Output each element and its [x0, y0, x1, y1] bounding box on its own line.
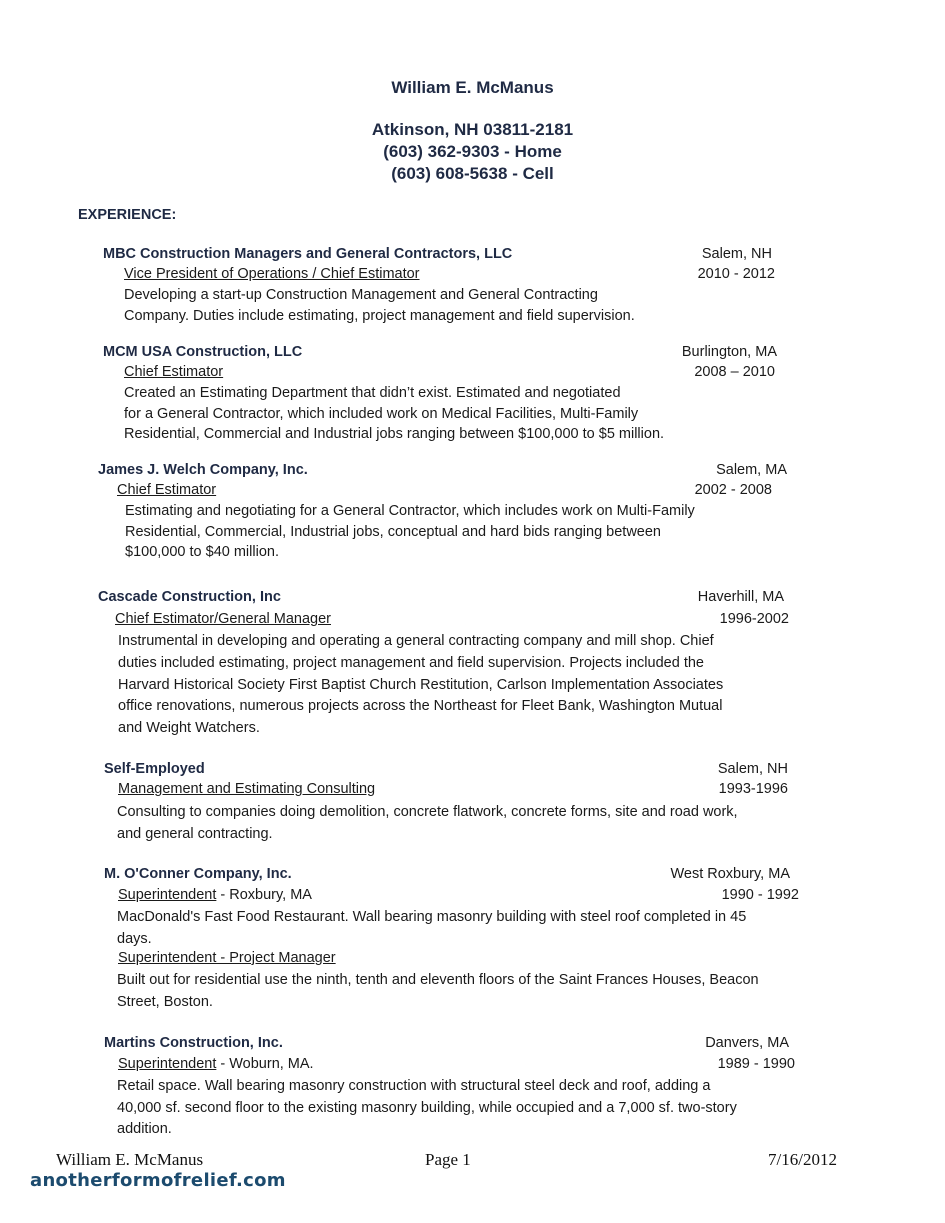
job-description [124, 285, 635, 326]
job-title [118, 887, 312, 903]
job-title-role: Superintendent [118, 1056, 217, 1072]
job-years: 1990 - 1992 [721, 887, 799, 903]
description-line: and general contracting. [117, 825, 273, 842]
home-phone: (603) 362-9303 - Home [383, 142, 562, 161]
company-name: MCM USA Construction, LLC [103, 344, 303, 360]
watermark-logo: anotherformofrelief.com [30, 1170, 286, 1191]
description-line: office renovations, numerous projects across the Northeast for Fleet Bank, Washington Mutual [118, 698, 723, 715]
description-line: Residential, Commercial and Industrial jobs ranging between $100,000 to $5 million. [124, 426, 665, 442]
description-line: days. [117, 930, 152, 947]
job-location: Salem, NH [701, 246, 772, 262]
job-description [117, 1076, 737, 1141]
job-location: Burlington, MA [681, 344, 777, 360]
job-description [117, 802, 738, 845]
company-name: Martins Construction, Inc. [104, 1035, 283, 1051]
description-line: Company. Duties include estimating, project management and field supervision. [124, 307, 635, 324]
job-title-secondary: Superintendent - Project Manager [118, 950, 336, 966]
footer-name: William E. McManus [56, 1150, 204, 1169]
job-years: 2008 – 2010 [694, 364, 775, 380]
job-title [118, 1056, 314, 1072]
job-description [117, 907, 746, 950]
job-location: Haverhill, MA [697, 589, 784, 605]
description-line: Residential, Commercial, Industrial jobs, conceptual and hard bids ranging between [125, 523, 661, 540]
footer-date: 7/16/2012 [768, 1150, 837, 1169]
description-line: Consulting to companies doing demolition, concrete flatwork, concrete forms, site and road work, [117, 804, 738, 820]
job-description [125, 501, 695, 563]
description-line: Created an Estimating Department that didn’t exist. Estimated and negotiated [124, 385, 621, 401]
address: Atkinson, NH 03811-2181 [371, 120, 574, 139]
job-location: Salem, NH [717, 761, 788, 777]
job-title: Chief Estimator [124, 364, 224, 380]
job-title-place: - Roxbury, MA [216, 887, 312, 903]
job-years: 1993-1996 [718, 781, 788, 797]
job-title-role: Superintendent [118, 887, 217, 903]
description-line: duties included estimating, project management and field supervision. Projects included the [118, 654, 704, 671]
description-line: Built out for residential use the ninth, tenth and eleventh floors of the Saint Frances Houses, Beacon [117, 972, 759, 988]
company-name: Self-Employed [104, 761, 205, 777]
job-title: Management and Estimating Consulting [118, 781, 376, 797]
description-line: Developing a start-up Construction Management and General Contracting [124, 287, 598, 303]
job-location: West Roxbury, MA [670, 866, 790, 882]
description-line: Harvard Historical Society First Baptist Church Restitution, Carlson Implementation Associates [118, 676, 724, 693]
description-line: Instrumental in developing and operating a general contracting company and mill shop. Chief [118, 633, 714, 649]
company-name: MBC Construction Managers and General Contractors, LLC [103, 246, 513, 262]
description-line: $100,000 to $40 million. [125, 544, 279, 560]
resume-name: William E. McManus [391, 78, 554, 97]
job-description [124, 383, 664, 445]
job-years: 1989 - 1990 [717, 1056, 795, 1072]
job-location: Salem, MA [716, 462, 787, 478]
description-line: addition. [117, 1121, 172, 1137]
job-title: Chief Estimator [117, 482, 217, 498]
job-years: 2010 - 2012 [697, 266, 775, 282]
description-line: Retail space. Wall bearing masonry construction with structural steel deck and roof, adding a [117, 1078, 711, 1094]
footer-page-number: Page 1 [425, 1150, 471, 1169]
job-years: 1996-2002 [719, 611, 789, 627]
section-title-experience: EXPERIENCE: [78, 207, 177, 223]
description-line: Street, Boston. [117, 993, 213, 1010]
job-title: Vice President of Operations / Chief Estimator [124, 266, 420, 282]
job-years: 2002 - 2008 [694, 482, 772, 498]
job-location: Danvers, MA [705, 1035, 789, 1051]
company-name: Cascade Construction, Inc [98, 589, 281, 605]
company-name: M. O'Conner Company, Inc. [104, 866, 292, 882]
description-line: for a General Contractor, which included work on Medical Facilities, Multi-Family [124, 405, 639, 422]
job-title: Chief Estimator/General Manager [115, 611, 331, 627]
job-description [118, 631, 723, 740]
description-line: 40,000 sf. second floor to the existing masonry building, while occupied and a 7,000 sf. two-story [117, 1099, 737, 1116]
cell-phone: (603) 608-5638 - Cell [391, 164, 554, 183]
job-description-secondary [117, 970, 759, 1013]
description-line: MacDonald's Fast Food Restaurant. Wall bearing masonry building with steel roof completed in 45 [117, 909, 747, 925]
description-line: and Weight Watchers. [118, 720, 260, 737]
company-name: James J. Welch Company, Inc. [98, 462, 308, 478]
description-line: Estimating and negotiating for a General Contractor, which includes work on Multi-Family [125, 503, 695, 519]
job-title-place: - Woburn, MA. [216, 1056, 314, 1072]
